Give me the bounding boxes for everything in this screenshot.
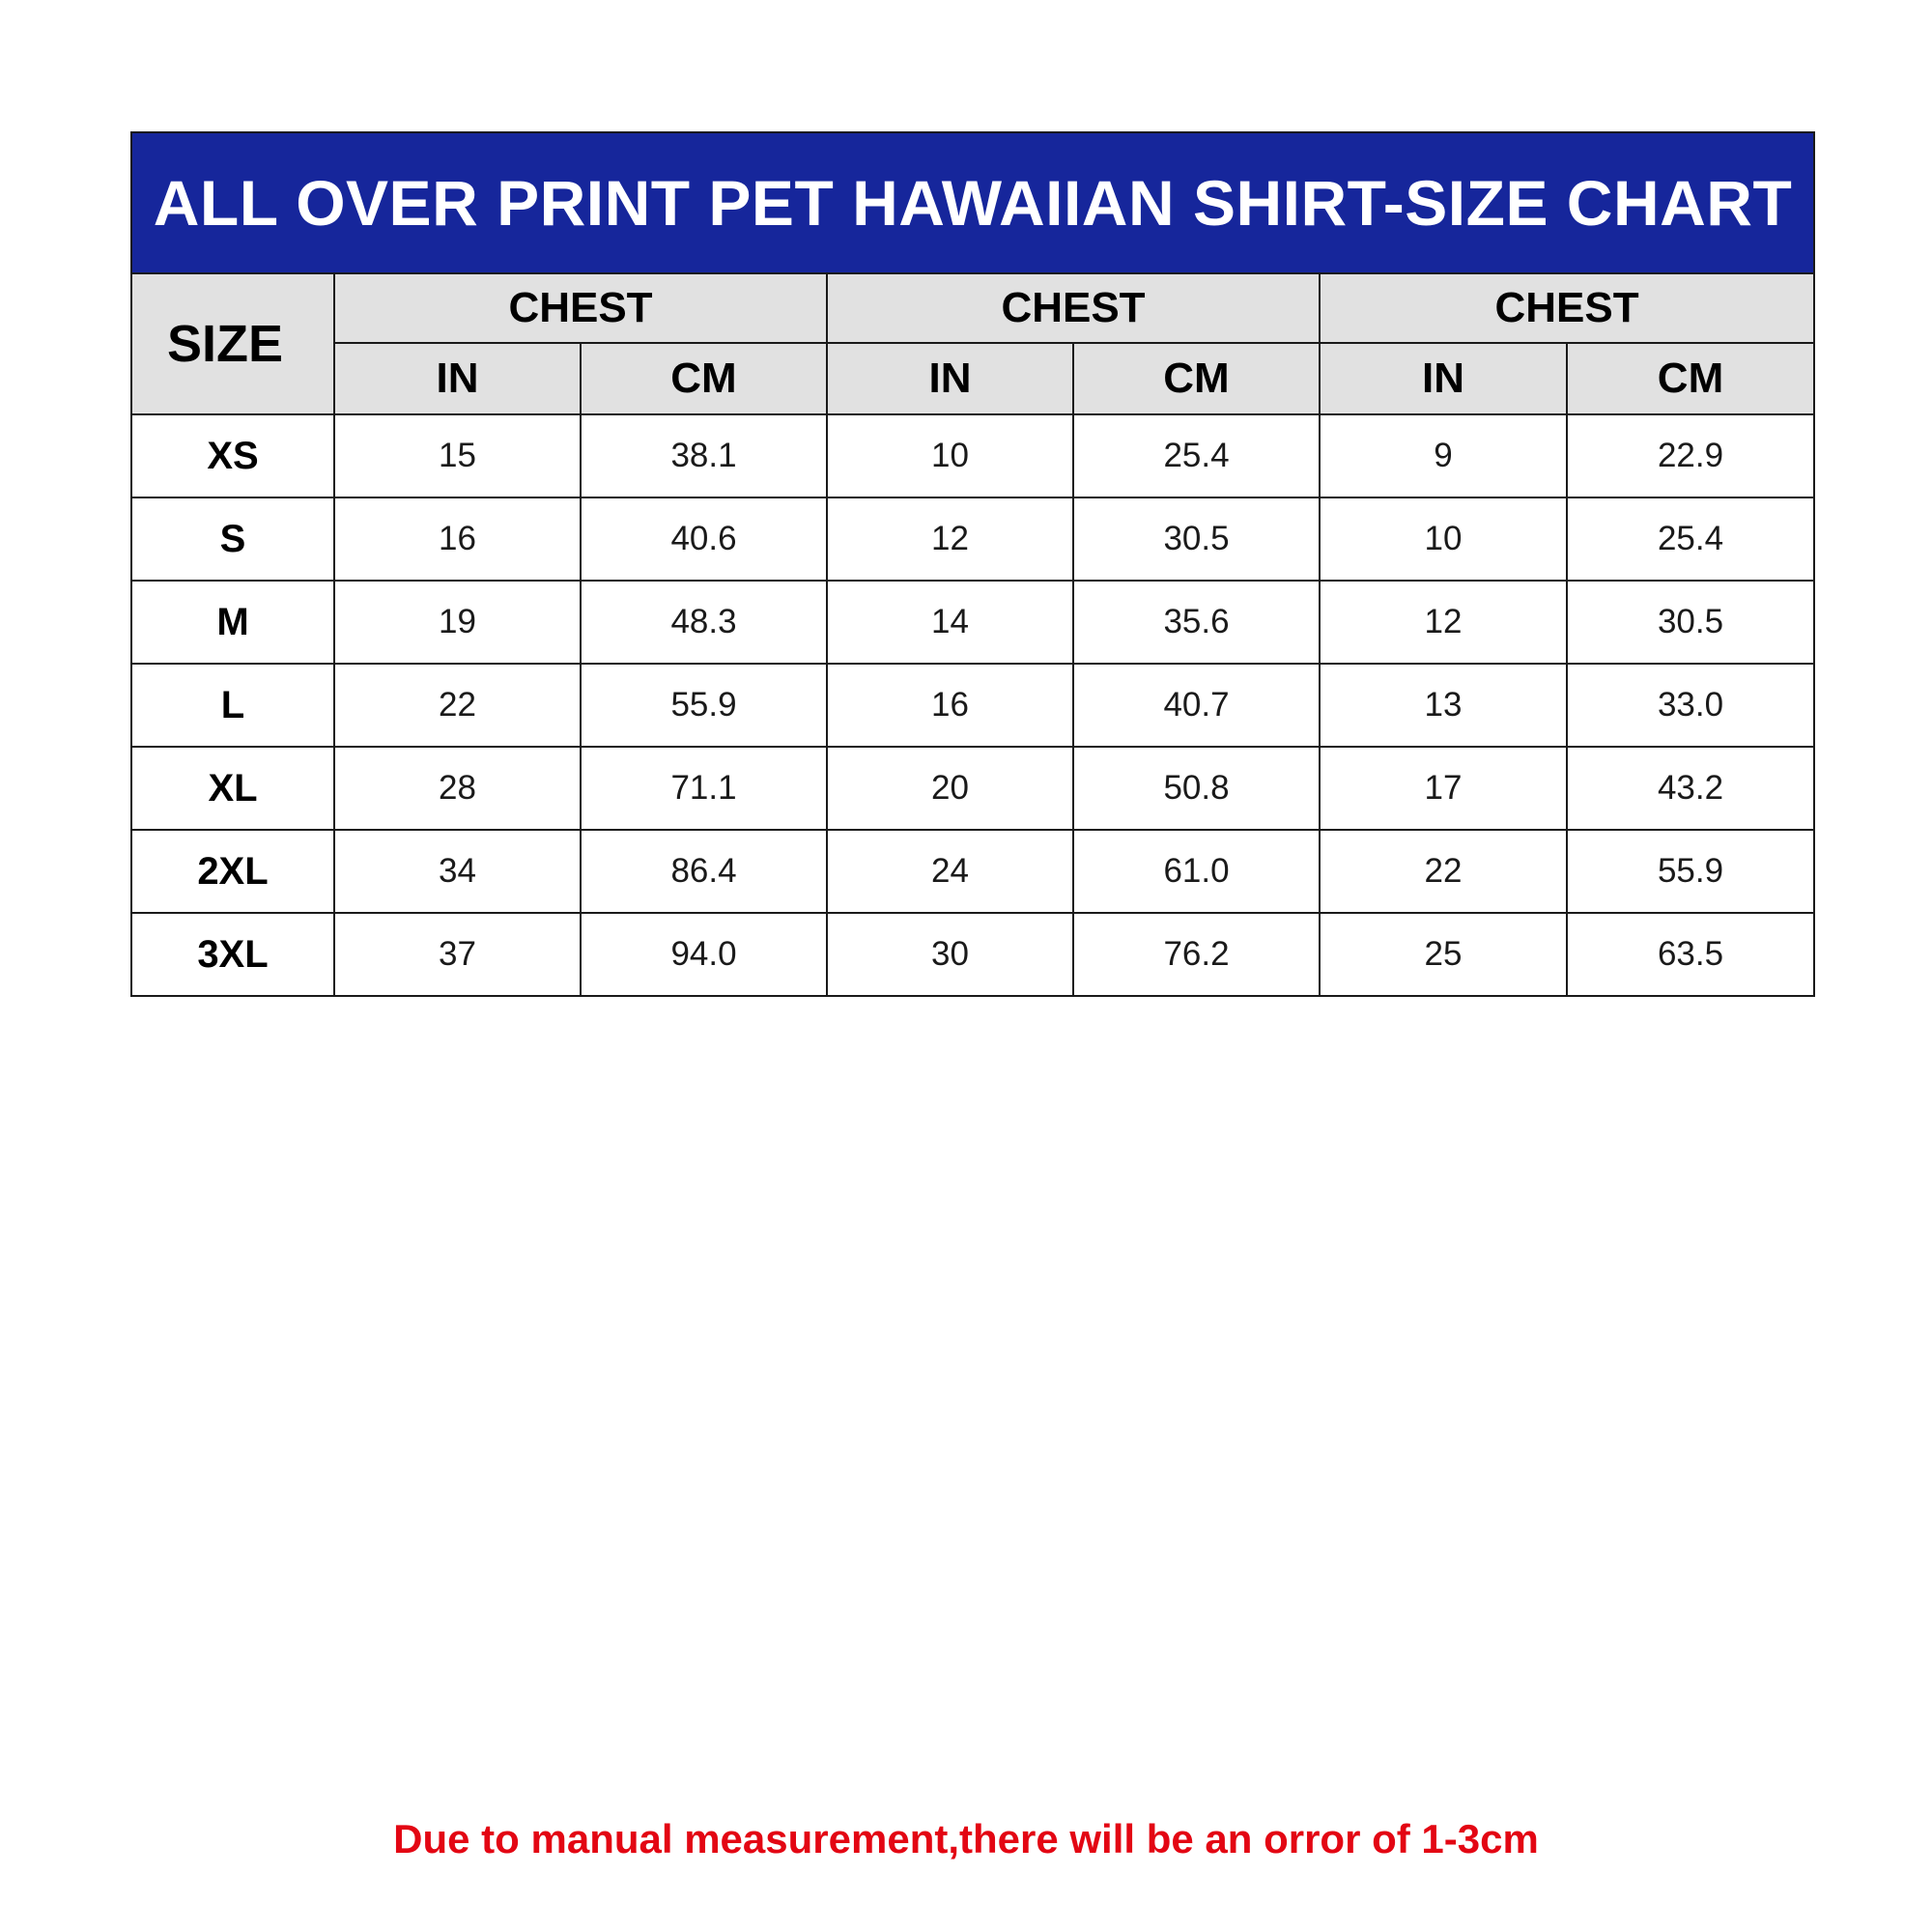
chest-in-cell: 16: [827, 664, 1073, 747]
size-label: S: [131, 497, 334, 581]
chest-cm-cell: 22.9: [1567, 414, 1814, 497]
table-row: [131, 581, 1814, 664]
chest-in-cell: 22: [334, 664, 581, 747]
chest-in-cell: 28: [334, 747, 581, 830]
chest-cm-cell: 43.2: [1567, 747, 1814, 830]
chest-in-cell: 16: [334, 497, 581, 581]
unit-header-cm: CM: [1567, 343, 1814, 414]
chest-cm-cell: 25.4: [1073, 414, 1320, 497]
size-label: XL: [131, 747, 334, 830]
table-body: [131, 414, 1814, 996]
chest-in-cell: 20: [827, 747, 1073, 830]
chest-in-cell: 37: [334, 913, 581, 996]
chest-cm-cell: 33.0: [1567, 664, 1814, 747]
size-label: M: [131, 581, 334, 664]
unit-header-in: IN: [334, 343, 581, 414]
chest-cm-cell: 86.4: [581, 830, 827, 913]
unit-header-cm: CM: [1073, 343, 1320, 414]
chest-cm-cell: 35.6: [1073, 581, 1320, 664]
table-row: [131, 664, 1814, 747]
chest-cm-cell: 30.5: [1567, 581, 1814, 664]
chest-cm-cell: 25.4: [1567, 497, 1814, 581]
size-column-header: SIZE: [131, 273, 334, 414]
chest-cm-cell: 76.2: [1073, 913, 1320, 996]
chest-in-cell: 12: [827, 497, 1073, 581]
chest-in-cell: 34: [334, 830, 581, 913]
chest-in-cell: 24: [827, 830, 1073, 913]
table-row: [131, 747, 1814, 830]
chest-group-header: CHEST: [1320, 273, 1814, 343]
chest-group-header: CHEST: [827, 273, 1320, 343]
chest-in-cell: 12: [1320, 581, 1567, 664]
chart-title: ALL OVER PRINT PET HAWAIIAN SHIRT-SIZE CHART: [131, 132, 1814, 273]
size-label: L: [131, 664, 334, 747]
chest-cm-cell: 61.0: [1073, 830, 1320, 913]
unit-header-in: IN: [827, 343, 1073, 414]
table-row: [131, 913, 1814, 996]
chest-in-cell: 25: [1320, 913, 1567, 996]
size-label: XS: [131, 414, 334, 497]
chest-cm-cell: 63.5: [1567, 913, 1814, 996]
unit-header-in: IN: [1320, 343, 1567, 414]
chest-in-cell: 15: [334, 414, 581, 497]
chest-cm-cell: 40.6: [581, 497, 827, 581]
chest-in-cell: 13: [1320, 664, 1567, 747]
chest-cm-cell: 71.1: [581, 747, 827, 830]
chest-in-cell: 30: [827, 913, 1073, 996]
size-label: 3XL: [131, 913, 334, 996]
group-header-row: [131, 273, 1814, 343]
chest-in-cell: 9: [1320, 414, 1567, 497]
chest-cm-cell: 55.9: [581, 664, 827, 747]
unit-header-cm: CM: [581, 343, 827, 414]
chest-cm-cell: 30.5: [1073, 497, 1320, 581]
chest-cm-cell: 38.1: [581, 414, 827, 497]
chest-in-cell: 19: [334, 581, 581, 664]
table-row: [131, 830, 1814, 913]
size-chart: [130, 131, 1813, 997]
table-row: [131, 497, 1814, 581]
chest-cm-cell: 50.8: [1073, 747, 1320, 830]
chest-group-header: CHEST: [334, 273, 827, 343]
chest-cm-cell: 94.0: [581, 913, 827, 996]
chest-in-cell: 10: [1320, 497, 1567, 581]
chest-in-cell: 17: [1320, 747, 1567, 830]
measurement-note: Due to manual measurement,there will be an orror of 1-3cm: [393, 1816, 1539, 1861]
chest-cm-cell: 40.7: [1073, 664, 1320, 747]
size-table: [130, 131, 1815, 997]
chest-cm-cell: 55.9: [1567, 830, 1814, 913]
chest-in-cell: 10: [827, 414, 1073, 497]
unit-header-row: [131, 343, 1814, 414]
table-row: [131, 414, 1814, 497]
chest-in-cell: 22: [1320, 830, 1567, 913]
title-row: [131, 132, 1814, 273]
size-label: 2XL: [131, 830, 334, 913]
chest-cm-cell: 48.3: [581, 581, 827, 664]
chest-in-cell: 14: [827, 581, 1073, 664]
